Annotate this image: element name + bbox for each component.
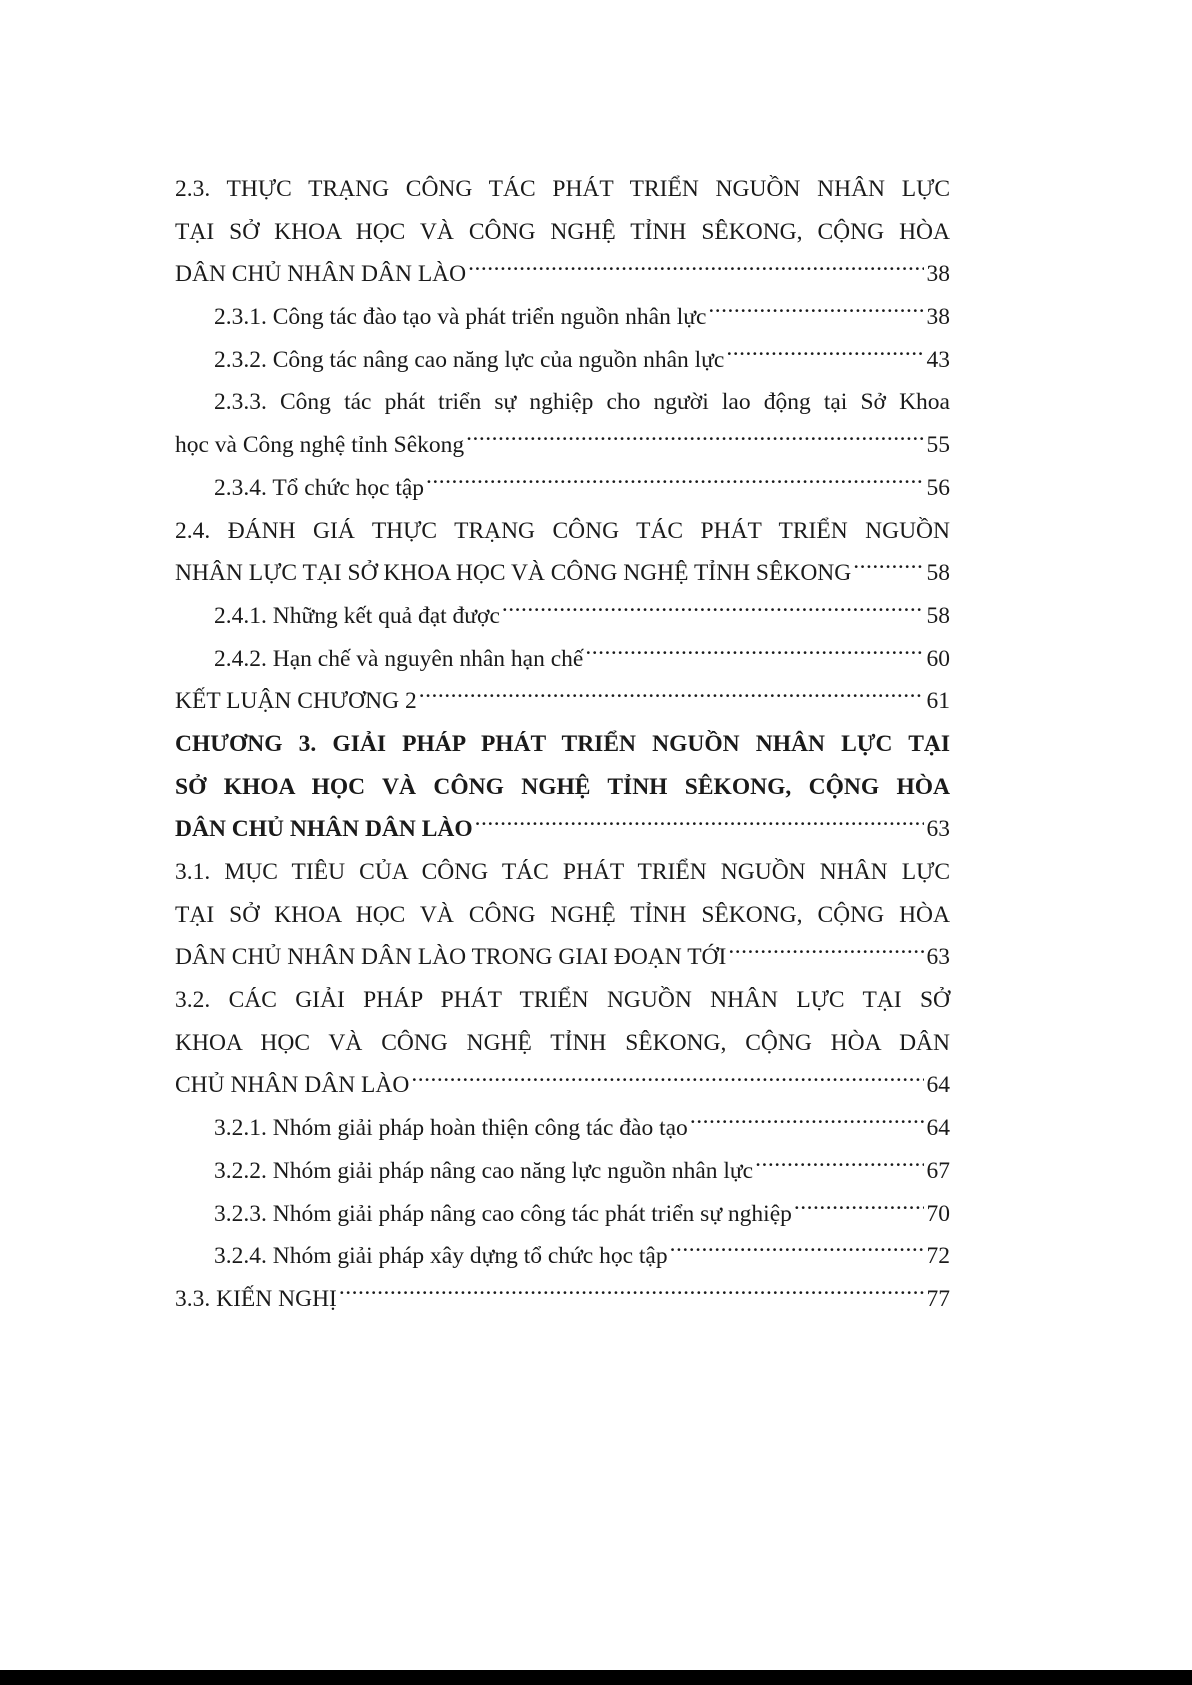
toc-page-number: 38 [926, 304, 950, 331]
toc-entry-2-4[interactable] [175, 552, 950, 595]
dot-leader [726, 343, 923, 367]
dot-leader [728, 941, 923, 965]
toc-entry-3-2-line-1[interactable]: 3.2. CÁC GIẢI PHÁP PHÁT TRIỂN NGUỒN NHÂN LỰC TẠI SỞ [175, 987, 950, 1014]
toc-entry-chapter-3-line-2[interactable]: SỞ KHOA HỌC VÀ CÔNG NGHỆ TỈNH SÊKONG, CỘNG HÒA [175, 773, 950, 800]
dot-leader [468, 258, 923, 282]
toc-entry-title: 3.2.2. Nhóm giải pháp nâng cao năng lực nguồn nhân lực [214, 1157, 754, 1184]
toc-entry-chapter-3-line-1[interactable]: CHƯƠNG 3. GIẢI PHÁP PHÁT TRIỂN NGUỒN NHÂN LỰC TẠI [175, 730, 950, 757]
toc-entry-3-2-3[interactable] [175, 1193, 950, 1236]
dot-leader [794, 1197, 924, 1221]
toc-entry-3-1[interactable] [175, 936, 950, 979]
toc-entry-3-1-line-2[interactable]: TẠI SỞ KHOA HỌC VÀ CÔNG NGHỆ TỈNH SÊKONG, CỘNG HÒA [175, 901, 950, 928]
toc-entry-conclusion-chapter-2[interactable] [175, 680, 950, 723]
toc-entry-3-2-4[interactable] [175, 1235, 950, 1278]
toc-page-number: 58 [926, 602, 950, 629]
toc-entry-3-2-2[interactable] [175, 1150, 950, 1193]
toc-entry-3-1-line-1[interactable]: 3.1. MỤC TIÊU CỦA CÔNG TÁC PHÁT TRIỂN NGUỒN NHÂN LỰC [175, 859, 950, 885]
dot-leader [755, 1154, 923, 1178]
toc-page-number: 63 [926, 944, 950, 971]
toc-entry-2-3[interactable] [175, 253, 950, 296]
toc-entry-2-3-3-line-1[interactable]: 2.3.3. Công tác phát triển sự nghiệp cho người lao động tại Sở Khoa [214, 389, 950, 416]
toc-entry-2-3-line-1[interactable]: 2.3. THỰC TRẠNG CÔNG TÁC PHÁT TRIỂN NGUỒN NHÂN LỰC [175, 176, 950, 202]
toc-entry-title: NHÂN LỰC TẠI SỞ KHOA HỌC VÀ CÔNG NGHỆ TỈNH SÊKONG [175, 560, 852, 587]
dot-leader [475, 813, 924, 837]
toc-page-number: 60 [926, 645, 950, 672]
toc-page-number: 56 [926, 474, 950, 501]
toc-page-number: 63 [926, 816, 950, 843]
toc-page-number: 72 [926, 1243, 950, 1270]
toc-entry-title: 2.3.2. Công tác nâng cao năng lực của nguồn nhân lực [214, 346, 725, 373]
toc-page-number: 61 [926, 688, 950, 715]
toc-page-number: 70 [926, 1200, 950, 1227]
toc-entry-2-4-1[interactable] [175, 595, 950, 638]
table-of-contents [175, 168, 950, 1321]
toc-page-number: 55 [926, 432, 950, 459]
toc-entry-2-3-line-2[interactable]: TẠI SỞ KHOA HỌC VÀ CÔNG NGHỆ TỈNH SÊKONG, CỘNG HÒA [175, 218, 950, 245]
toc-entry-title: 3.2.3. Nhóm giải pháp nâng cao công tác phát triển sự nghiệp [214, 1200, 792, 1227]
toc-entry-2-3-4[interactable] [175, 467, 950, 510]
toc-entry-2-4-line-1[interactable]: 2.4. ĐÁNH GIÁ THỰC TRẠNG CÔNG TÁC PHÁT TRIỂN NGUỒN [175, 517, 950, 544]
page-bottom-edge [0, 1670, 1192, 1685]
dot-leader [670, 1240, 924, 1264]
toc-entry-title: học và Công nghệ tỉnh Sêkong [175, 432, 465, 459]
toc-page-number: 67 [926, 1157, 950, 1184]
toc-entry-title: 2.4.2. Hạn chế và nguyên nhân hạn chế [214, 645, 584, 672]
dot-leader [690, 1112, 924, 1136]
toc-page-number: 77 [926, 1285, 950, 1312]
toc-entry-title: DÂN CHỦ NHÂN DÂN LÀO TRONG GIAI ĐOẠN TỚI [175, 944, 727, 971]
toc-entry-2-3-1[interactable] [175, 296, 950, 339]
toc-entry-title: CHỦ NHÂN DÂN LÀO [175, 1072, 410, 1099]
toc-entry-3-3[interactable] [175, 1278, 950, 1321]
toc-page-number: 43 [926, 346, 950, 373]
toc-entry-title: DÂN CHỦ NHÂN DÂN LÀO [175, 816, 473, 843]
toc-entry-title: 3.2.4. Nhóm giải pháp xây dựng tổ chức học tập [214, 1243, 668, 1270]
toc-entry-chapter-3[interactable] [175, 808, 950, 851]
toc-entry-3-2-1[interactable] [175, 1107, 950, 1150]
toc-entry-title: KẾT LUẬN CHƯƠNG 2 [175, 688, 417, 715]
toc-entry-2-3-3[interactable] [175, 424, 950, 467]
dot-leader [853, 557, 923, 581]
toc-page-number: 64 [926, 1072, 950, 1099]
dot-leader [466, 429, 923, 453]
toc-entry-title: 3.3. KIẾN NGHỊ [175, 1285, 337, 1312]
toc-page-number: 64 [926, 1115, 950, 1142]
toc-entry-title: 3.2.1. Nhóm giải pháp hoàn thiện công tác đào tạo [214, 1115, 688, 1142]
toc-entry-title: DÂN CHỦ NHÂN DÂN LÀO [175, 261, 467, 288]
toc-entry-3-2[interactable] [175, 1064, 950, 1107]
toc-entry-title: 2.4.1. Những kết quả đạt được [214, 602, 500, 629]
toc-entry-3-2-line-2[interactable]: KHOA HỌC VÀ CÔNG NGHỆ TỈNH SÊKONG, CỘNG HÒA DÂN [175, 1029, 950, 1056]
dot-leader [585, 642, 923, 666]
toc-entry-2-3-2[interactable] [175, 339, 950, 382]
dot-leader [411, 1069, 923, 1093]
toc-page-number: 38 [926, 261, 950, 288]
toc-page-number: 58 [926, 560, 950, 587]
dot-leader [502, 599, 924, 623]
toc-entry-title: 2.3.4. Tổ chức học tập [214, 474, 425, 501]
dot-leader [708, 301, 923, 325]
toc-entry-title: 2.3.1. Công tác đào tạo và phát triển nguồn nhân lực [214, 304, 707, 331]
dot-leader [419, 685, 924, 709]
toc-entry-2-4-2[interactable] [175, 638, 950, 681]
dot-leader [339, 1282, 924, 1306]
dot-leader [426, 471, 923, 495]
